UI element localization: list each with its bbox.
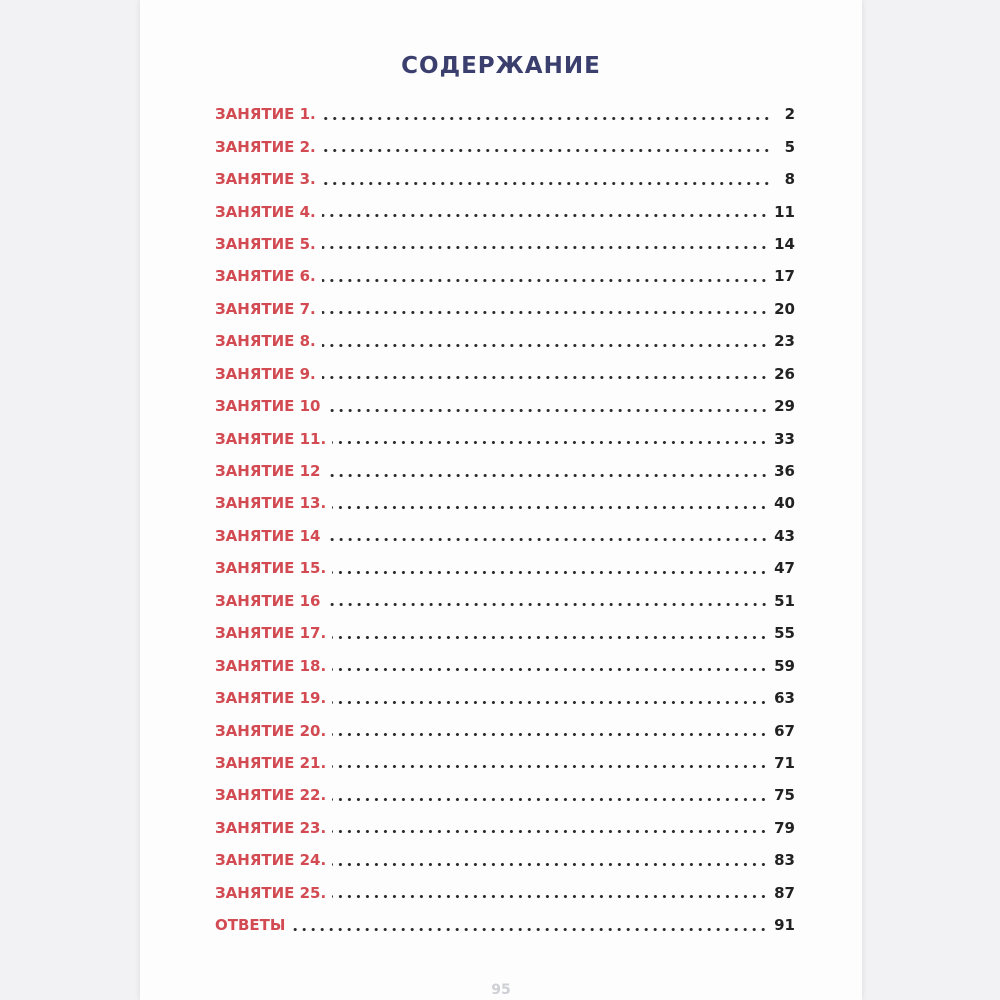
leader-dots — [322, 149, 771, 152]
leader-dots — [332, 441, 768, 444]
leader-dots — [332, 571, 768, 574]
toc-entry-label: ЗАНЯТИЕ 17. — [215, 624, 327, 643]
table-of-contents — [215, 98, 795, 941]
toc-entry-label: ЗАНЯТИЕ 23. — [215, 818, 327, 837]
leader-dots — [291, 928, 768, 931]
toc-entry[interactable] — [215, 130, 795, 162]
toc-entry-page-number: 40 — [774, 494, 795, 513]
toc-entry[interactable] — [215, 747, 795, 779]
toc-entry-page-number: 59 — [774, 656, 795, 675]
leader-dots — [322, 182, 771, 185]
toc-entry[interactable] — [215, 422, 795, 454]
leader-dots — [327, 603, 769, 606]
leader-dots — [332, 798, 768, 801]
toc-entry[interactable] — [215, 260, 795, 292]
leader-dots — [327, 474, 769, 477]
toc-entry-page-number: 11 — [774, 202, 795, 221]
toc-entry[interactable] — [215, 617, 795, 649]
leader-dots — [322, 117, 771, 120]
toc-entry[interactable] — [215, 812, 795, 844]
toc-entry[interactable] — [215, 714, 795, 746]
toc-entry-page-number: 43 — [774, 526, 795, 545]
toc-entry-label: ЗАНЯТИЕ 6. — [215, 267, 316, 286]
toc-entry-page-number: 83 — [774, 851, 795, 870]
toc-entry-label: ОТВЕТЫ — [215, 916, 286, 935]
toc-entry[interactable] — [215, 909, 795, 941]
toc-entry-label: ЗАНЯТИЕ 1. — [215, 105, 316, 124]
toc-entry-label: ЗАНЯТИЕ 9. — [215, 364, 316, 383]
leader-dots — [332, 506, 768, 509]
toc-entry-label: ЗАНЯТИЕ 7. — [215, 299, 316, 318]
toc-entry-label: ЗАНЯТИЕ 22. — [215, 786, 327, 805]
toc-entry-page-number: 79 — [774, 818, 795, 837]
toc-entry-page-number: 71 — [774, 753, 795, 772]
toc-entry[interactable] — [215, 358, 795, 390]
toc-entry-label: ЗАНЯТИЕ 10 — [215, 397, 321, 416]
leader-dots — [332, 701, 768, 704]
toc-entry-label: ЗАНЯТИЕ 5. — [215, 234, 316, 253]
leader-dots — [332, 895, 768, 898]
toc-entry[interactable] — [215, 682, 795, 714]
leader-dots — [332, 668, 768, 671]
toc-entry[interactable] — [215, 877, 795, 909]
toc-entry-label: ЗАНЯТИЕ 14 — [215, 526, 321, 545]
toc-entry[interactable] — [215, 325, 795, 357]
toc-entry-label: ЗАНЯТИЕ 2. — [215, 137, 316, 156]
leader-dots — [322, 246, 768, 249]
toc-entry[interactable] — [215, 649, 795, 681]
toc-entry-label: ЗАНЯТИЕ 15. — [215, 559, 327, 578]
toc-entry[interactable] — [215, 390, 795, 422]
toc-entry-label: ЗАНЯТИЕ 25. — [215, 883, 327, 902]
leader-dots — [327, 538, 769, 541]
toc-entry-label: ЗАНЯТИЕ 8. — [215, 332, 316, 351]
toc-entry-page-number: 14 — [774, 234, 795, 253]
toc-entry[interactable] — [215, 779, 795, 811]
toc-entry[interactable] — [215, 487, 795, 519]
toc-entry-page-number: 47 — [774, 559, 795, 578]
toc-entry-page-number: 2 — [784, 105, 795, 124]
toc-entry[interactable] — [215, 552, 795, 584]
toc-entry-label: ЗАНЯТИЕ 4. — [215, 202, 316, 221]
leader-dots — [327, 409, 769, 412]
toc-entry-page-number: 63 — [774, 689, 795, 708]
toc-entry-page-number: 26 — [774, 364, 795, 383]
toc-entry-page-number: 5 — [784, 137, 795, 156]
toc-entry-label: ЗАНЯТИЕ 19. — [215, 689, 327, 708]
leader-dots — [322, 344, 768, 347]
toc-entry-page-number: 29 — [774, 397, 795, 416]
toc-entry-page-number: 36 — [774, 462, 795, 481]
toc-entry[interactable] — [215, 520, 795, 552]
toc-entry-page-number: 33 — [774, 429, 795, 448]
leader-dots — [322, 214, 768, 217]
leader-dots — [332, 733, 768, 736]
toc-entry[interactable] — [215, 195, 795, 227]
toc-entry-label: ЗАНЯТИЕ 13. — [215, 494, 327, 513]
toc-entry-label: ЗАНЯТИЕ 16 — [215, 591, 321, 610]
toc-entry-label: ЗАНЯТИЕ 20. — [215, 721, 327, 740]
toc-entry-label: ЗАНЯТИЕ 3. — [215, 170, 316, 189]
toc-entry-page-number: 91 — [774, 916, 795, 935]
toc-entry-label: ЗАНЯТИЕ 11. — [215, 429, 327, 448]
toc-entry-page-number: 20 — [774, 299, 795, 318]
leader-dots — [322, 311, 768, 314]
leader-dots — [322, 376, 768, 379]
page-footer-number: 95 — [491, 982, 511, 998]
toc-entry[interactable] — [215, 844, 795, 876]
toc-entry[interactable] — [215, 228, 795, 260]
book-page — [140, 0, 862, 1000]
leader-dots — [332, 636, 768, 639]
toc-entry[interactable] — [215, 293, 795, 325]
leader-dots — [332, 765, 768, 768]
leader-dots — [332, 830, 768, 833]
toc-entry[interactable] — [215, 585, 795, 617]
toc-entry-label: ЗАНЯТИЕ 12 — [215, 462, 321, 481]
toc-entry-page-number: 8 — [784, 170, 795, 189]
toc-entry-page-number: 75 — [774, 786, 795, 805]
toc-entry-label: ЗАНЯТИЕ 21. — [215, 753, 327, 772]
toc-entry-page-number: 17 — [774, 267, 795, 286]
toc-entry[interactable] — [215, 163, 795, 195]
leader-dots — [322, 279, 768, 282]
toc-entry-page-number: 67 — [774, 721, 795, 740]
toc-entry[interactable] — [215, 455, 795, 487]
toc-entry[interactable] — [215, 98, 795, 130]
toc-entry-label: ЗАНЯТИЕ 18. — [215, 656, 327, 675]
leader-dots — [332, 863, 768, 866]
page-title: СОДЕРЖАНИЕ — [401, 53, 601, 79]
toc-entry-page-number: 51 — [774, 591, 795, 610]
toc-entry-page-number: 87 — [774, 883, 795, 902]
toc-entry-page-number: 55 — [774, 624, 795, 643]
toc-entry-page-number: 23 — [774, 332, 795, 351]
toc-entry-label: ЗАНЯТИЕ 24. — [215, 851, 327, 870]
